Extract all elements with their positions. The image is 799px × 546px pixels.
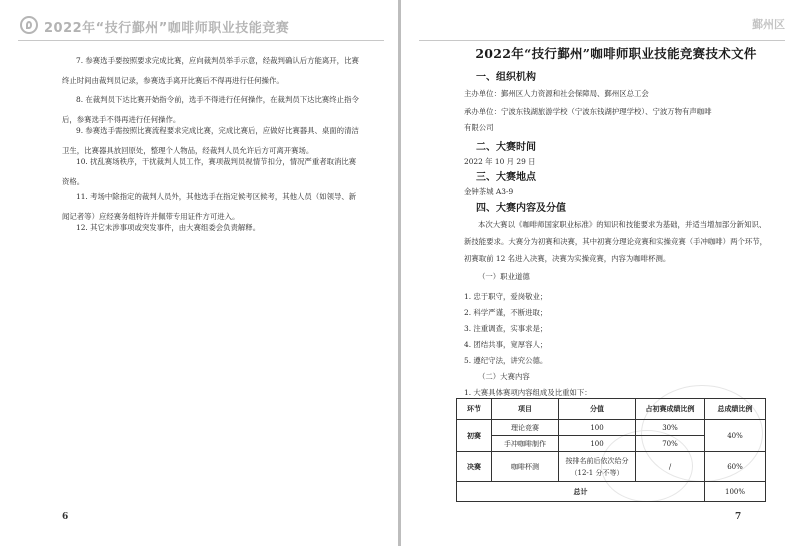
table-cell-stage: 初赛	[457, 420, 492, 452]
rule-paragraph-7: 7. 参赛选手要按照要求完成比赛，应向裁判员举手示意，经裁判确认后方能离开，比赛终止时间由裁判员记录，参赛选手离开比赛后不得再进行任何操作。	[62, 56, 359, 85]
header-divider	[419, 40, 785, 41]
rule-paragraph-10: 10. 扰乱赛场秩序，干扰裁判人员工作，赛项裁判员视情节扣分，情况严重者取消比赛资格。	[62, 157, 357, 186]
table-cell-total-ratio: 60%	[705, 452, 766, 482]
section-heading-content: 四、大赛内容及分值	[476, 203, 566, 214]
page-number-left: 6	[62, 512, 69, 522]
rule-paragraph-12: 12. 其它未涉事项或突发事件，由大赛组委会负责解释。	[76, 223, 261, 232]
ethics-item: 4. 团结共事，宽厚容人；	[464, 340, 548, 349]
subsection-ethics: （一）职业道德	[478, 272, 530, 281]
table-cell-prelim-ratio: 70%	[636, 436, 705, 452]
table-header-cell: 项目	[492, 399, 559, 420]
ethics-item: 5. 遵纪守法，讲究公德。	[464, 356, 548, 365]
table-header-cell: 占初赛成绩比例	[636, 399, 705, 420]
subsection-content: （二）大赛内容	[478, 372, 530, 381]
table-cell-score: 100	[559, 436, 636, 452]
rule-paragraph-11: 11. 考场中除指定的裁判人员外，其他选手在指定候考区候考，其他人员（如领导、新闻记者等）应经赛务组特许并佩带专用证件方可进入。	[62, 192, 357, 221]
ethics-item: 3. 注重调查，实事求是；	[464, 324, 548, 333]
table-cell-prelim-ratio: /	[636, 452, 705, 482]
ethics-item: 1. 忠于职守，爱岗敬业；	[464, 292, 548, 301]
ethics-item: 2. 科学严谨，不断进取；	[464, 308, 548, 317]
right-page	[401, 0, 799, 546]
table-caption: 1. 大赛具体赛项内容组成及比重如下：	[464, 388, 592, 397]
left-header	[0, 0, 398, 46]
competition-logo-icon	[20, 16, 38, 34]
table-cell-stage: 决赛	[457, 452, 492, 482]
header-title: 2022年“技行鄞州”咖啡师职业技能竞赛	[44, 21, 290, 36]
co-organizer-line-cont: 有限公司	[464, 123, 494, 132]
table-header-cell: 总成绩比例	[705, 399, 766, 420]
table-cell-total-label: 总计	[457, 482, 705, 502]
score-table	[456, 398, 766, 502]
table-cell-total-ratio: 40%	[705, 420, 766, 452]
rule-paragraph-8: 8. 在裁判员下达比赛开始指令前，选手不得进行任何操作，在裁判员下达比赛终止指令后，参赛选手不得再进行任何操作。	[62, 95, 359, 124]
header-divider	[18, 40, 384, 41]
page-number-right: 7	[735, 512, 742, 522]
table-row	[457, 420, 766, 436]
table-total-row	[457, 482, 766, 502]
left-page	[0, 0, 398, 546]
table-cell-total-value: 100%	[705, 482, 766, 502]
table-header-cell: 分值	[559, 399, 636, 420]
table-cell-prelim-ratio: 30%	[636, 420, 705, 436]
content-intro-paragraph: 本次大赛以《咖啡师国家职业标准》的知识和技能要求为基础，并适当增加部分新知识、新技能要求。大赛分为初赛和决赛，其中初赛分理论竞赛和实操竞赛（手冲咖啡）两个环节，初赛取前 12 名进入决赛，决赛为实操竞赛，内容为咖啡杯测。	[464, 220, 768, 263]
competition-venue: 金钟茶城 A3-9	[464, 187, 514, 196]
section-heading-venue: 三、大赛地点	[476, 172, 536, 183]
table-cell-score: 按排名前后依次给分（12-1 分不等）	[559, 452, 636, 482]
header-right-label: 鄞州区	[752, 18, 785, 31]
document-title: 2022年“技行鄞州”咖啡师职业技能竞赛技术文件	[475, 46, 757, 61]
table-header-row	[457, 399, 766, 420]
table-cell-score: 100	[559, 420, 636, 436]
table-row	[457, 452, 766, 482]
competition-date: 2022 年 10 月 29 日	[464, 157, 536, 166]
section-heading-date: 二、大赛时间	[476, 142, 536, 153]
table-cell-item: 咖啡杯测	[492, 452, 559, 482]
co-organizer-line: 承办单位：宁波东钱湖旅游学校（宁波东钱湖护理学校）、宁波万物有声咖啡	[464, 107, 712, 116]
table-header-cell: 环节	[457, 399, 492, 420]
right-header	[401, 0, 799, 46]
table-cell-item: 理论竞赛	[492, 420, 559, 436]
organizer-line: 主办单位：鄞州区人力资源和社会保障局、鄞州区总工会	[464, 89, 649, 98]
rule-paragraph-9: 9. 参赛选手需按照比赛流程要求完成比赛，完成比赛后，应做好比赛器具、桌面的清洁卫生，比赛器具放回原处，整理个人物品，经裁判人员允许后方可离开赛场。	[62, 126, 359, 155]
section-heading-organization: 一、组织机构	[476, 72, 536, 83]
table-cell-item: 手冲咖啡制作	[492, 436, 559, 452]
